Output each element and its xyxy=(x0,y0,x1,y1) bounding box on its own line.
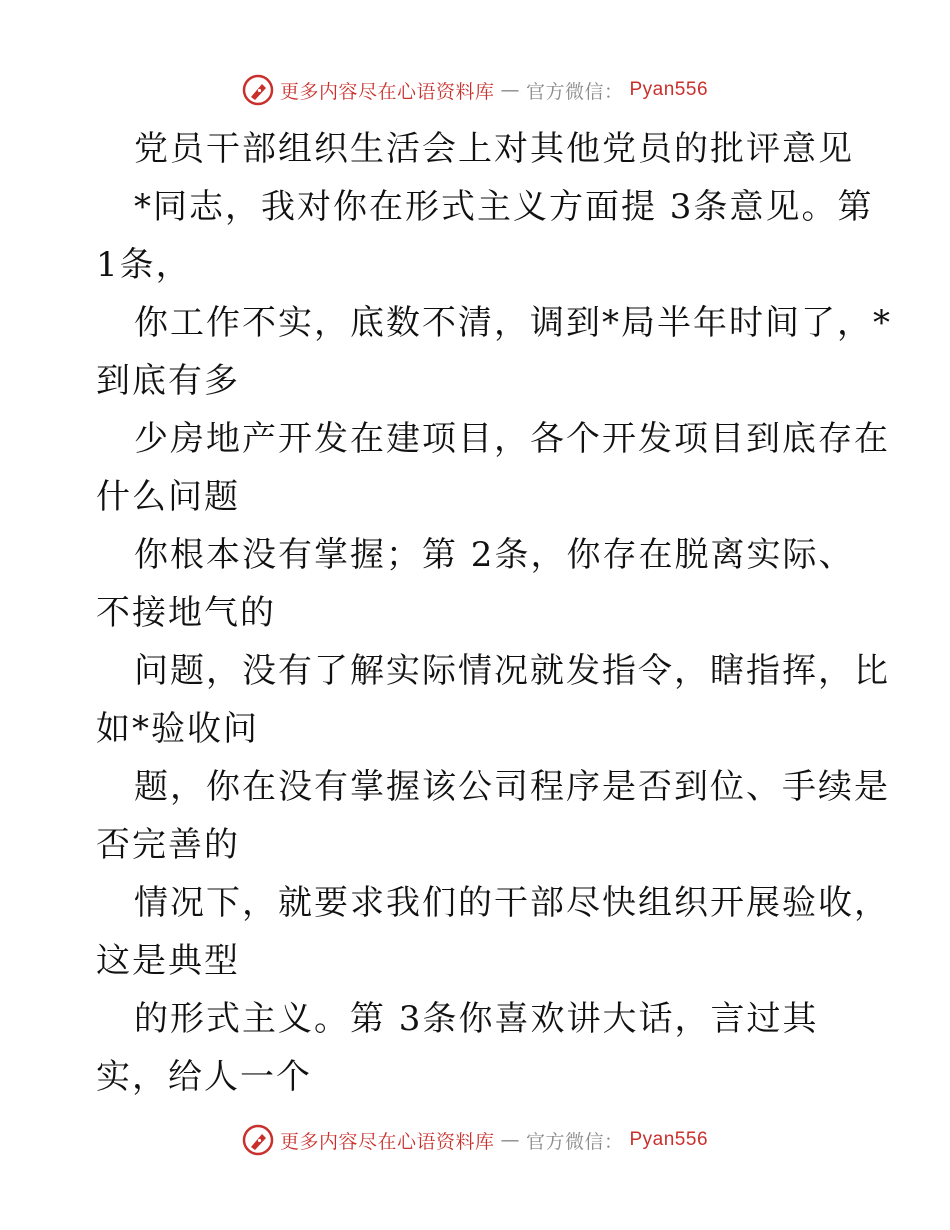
document-line: 你工作不实，底数不清，调到*局半年时间了，* xyxy=(134,303,892,343)
watermark-dash: — xyxy=(500,1129,520,1151)
footer-watermark xyxy=(0,1120,950,1160)
document-line: 情况下，就要求我们的干部尽快组织开展验收， xyxy=(134,883,890,923)
document-line: 否完善的 xyxy=(96,825,240,865)
document-line: 实，给人一个 xyxy=(96,1057,312,1097)
watermark-handle: Pyan556 xyxy=(629,1129,709,1150)
pen-nib-logo-icon xyxy=(242,1124,274,1156)
document-line: 这是典型 xyxy=(96,941,240,981)
document-line: *同志，我对你在形式主义方面提 3条意见。第 xyxy=(134,187,874,227)
document-line: 的形式主义。第 3条你喜欢讲大话，言过其 xyxy=(134,999,819,1039)
header-watermark xyxy=(0,70,950,110)
watermark-handle: Pyan556 xyxy=(629,79,709,100)
document-body xyxy=(96,120,892,1106)
document-line: 你根本没有掌握；第 2条，你存在脱离实际、 xyxy=(134,535,855,575)
document-line: 什么问题 xyxy=(96,477,240,517)
document-line: 如*验收问 xyxy=(96,709,259,749)
document-line: 题，你在没有掌握该公司程序是否到位、手续是 xyxy=(134,767,890,807)
watermark-main-text: 更多内容尽在心语资料库 xyxy=(279,1130,495,1153)
watermark-dash: — xyxy=(500,79,520,101)
document-line: 1条， xyxy=(96,245,192,285)
document-line: 不接地气的 xyxy=(96,593,276,633)
document-line: 少房地产开发在建项目，各个开发项目到底存在 xyxy=(134,419,890,459)
watermark-wechat-label: 官方微信： xyxy=(525,80,624,103)
watermark-main-text: 更多内容尽在心语资料库 xyxy=(279,80,495,103)
watermark-wechat-label: 官方微信： xyxy=(525,1130,624,1153)
document-line: 党员干部组织生活会上对其他党员的批评意见 xyxy=(134,129,854,169)
document-line: 问题，没有了解实际情况就发指令，瞎指挥，比 xyxy=(134,651,890,691)
pen-nib-logo-icon xyxy=(242,74,274,106)
document-line: 到底有多 xyxy=(96,361,240,401)
